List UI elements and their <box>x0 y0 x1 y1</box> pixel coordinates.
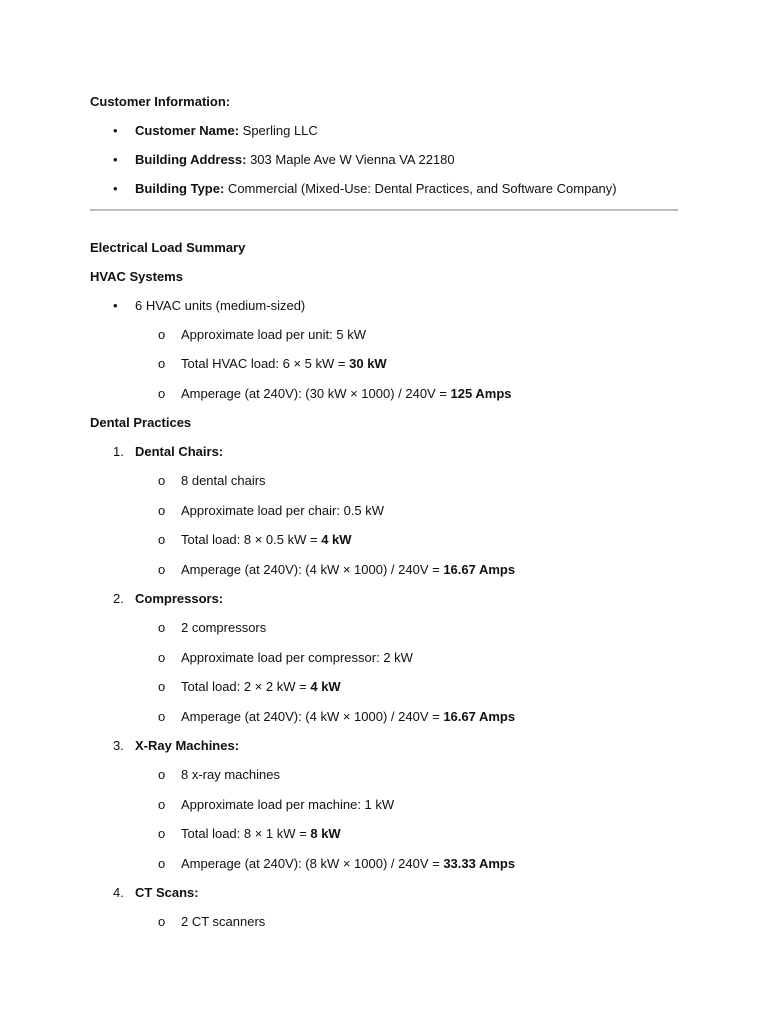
line-text: Total load: 8 × 1 kW = <box>181 826 311 841</box>
xray-count <box>181 767 280 783</box>
dental-heading: Dental Practices <box>90 415 192 430</box>
summary-heading: Electrical Load Summary <box>90 240 246 255</box>
sub-bullet-icon: o <box>158 679 166 694</box>
building-address-label: Building Address: <box>135 152 247 167</box>
sub-bullet-icon: o <box>158 767 166 782</box>
sub-bullet-icon: o <box>158 503 166 518</box>
sub-bullet-icon: o <box>158 826 166 841</box>
section-title-text: Dental Chairs: <box>135 444 224 459</box>
sub-bullet-icon: o <box>158 532 166 547</box>
horizontal-divider <box>90 209 678 211</box>
xray-load-per <box>181 797 394 813</box>
sub-bullet-icon: o <box>158 914 166 929</box>
hvac-total-load <box>181 356 387 372</box>
section-title-text: Compressors: <box>135 591 224 606</box>
section-number: 1. <box>113 444 124 459</box>
bullet-icon: • <box>113 123 118 138</box>
sub-bullet-icon: o <box>158 797 166 812</box>
line-text: Total load: 2 × 2 kW = <box>181 679 311 694</box>
section-number: 4. <box>113 885 124 900</box>
building-type-label: Building Type: <box>135 181 225 196</box>
bullet-icon: • <box>113 298 118 313</box>
hvac-units-line: 6 HVAC units (medium-sized) <box>135 298 306 313</box>
line-text: Amperage (at 240V): (4 kW × 1000) / 240V = <box>181 709 444 724</box>
dental-chairs-count <box>181 473 266 489</box>
xray-total <box>181 826 341 842</box>
section-title-text: CT Scans: <box>135 885 199 900</box>
building-type-line <box>135 181 617 197</box>
compressors-count <box>181 620 266 636</box>
section-title-ct-scans <box>135 885 199 901</box>
customer-name-label: Customer Name: <box>135 123 240 138</box>
line-bold: 125 Amps <box>450 386 512 401</box>
customer-info-heading: Customer Information: <box>90 94 231 109</box>
line-bold: 33.33 Amps <box>443 856 516 871</box>
line-text: 2 compressors <box>181 620 267 635</box>
customer-name-line <box>135 123 318 139</box>
compressors-amperage <box>181 709 515 725</box>
line-text: Total load: 8 × 0.5 kW = <box>181 532 322 547</box>
dental-chairs-amperage <box>181 562 515 578</box>
line-text: Total HVAC load: 6 × 5 kW = <box>181 356 350 371</box>
xray-amperage <box>181 856 515 872</box>
line-text: Approximate load per unit: 5 kW <box>181 327 366 342</box>
sub-bullet-icon: o <box>158 356 166 371</box>
line-text: Approximate load per compressor: 2 kW <box>181 650 413 665</box>
sub-bullet-icon: o <box>158 650 166 665</box>
sub-bullet-icon: o <box>158 856 166 871</box>
line-bold: 16.67 Amps <box>443 709 516 724</box>
sub-bullet-icon: o <box>158 386 166 401</box>
section-title-compressors <box>135 591 223 607</box>
hvac-heading: HVAC Systems <box>90 269 183 284</box>
hvac-amperage <box>181 386 511 402</box>
dental-chairs-load-per <box>181 503 384 519</box>
line-text: 2 CT scanners <box>181 914 266 929</box>
hvac-load-per-unit <box>181 327 366 343</box>
line-text: Amperage (at 240V): (30 kW × 1000) / 240V = <box>181 386 451 401</box>
line-text: 8 dental chairs <box>181 473 266 488</box>
building-type-value: Commercial (Mixed-Use: Dental Practices, and Software Company) <box>224 181 617 196</box>
line-text: Approximate load per machine: 1 kW <box>181 797 395 812</box>
line-text: Amperage (at 240V): (4 kW × 1000) / 240V = <box>181 562 444 577</box>
sub-bullet-icon: o <box>158 327 166 342</box>
compressors-total <box>181 679 341 695</box>
sub-bullet-icon: o <box>158 562 166 577</box>
section-number: 2. <box>113 591 124 606</box>
line-bold: 30 kW <box>349 356 387 371</box>
line-text: Amperage (at 240V): (8 kW × 1000) / 240V = <box>181 856 444 871</box>
line-bold: 4 kW <box>310 679 341 694</box>
line-bold: 8 kW <box>310 826 341 841</box>
line-text: Approximate load per chair: 0.5 kW <box>181 503 385 518</box>
line-bold: 16.67 Amps <box>443 562 516 577</box>
section-title-text: X-Ray Machines: <box>135 738 240 753</box>
line-bold: 4 kW <box>321 532 352 547</box>
line-text: 8 x-ray machines <box>181 767 280 782</box>
section-number: 3. <box>113 738 124 753</box>
bullet-icon: • <box>113 152 118 167</box>
dental-chairs-total <box>181 532 352 548</box>
section-title-dental-chairs <box>135 444 223 460</box>
section-title-xray <box>135 738 239 754</box>
sub-bullet-icon: o <box>158 473 166 488</box>
building-address-line <box>135 152 455 168</box>
customer-name-value: Sperling LLC <box>239 123 318 138</box>
building-address-value: 303 Maple Ave W Vienna VA 22180 <box>246 152 455 167</box>
sub-bullet-icon: o <box>158 709 166 724</box>
ct-scanners-count <box>181 914 265 930</box>
sub-bullet-icon: o <box>158 620 166 635</box>
compressors-load-per <box>181 650 413 666</box>
bullet-icon: • <box>113 181 118 196</box>
